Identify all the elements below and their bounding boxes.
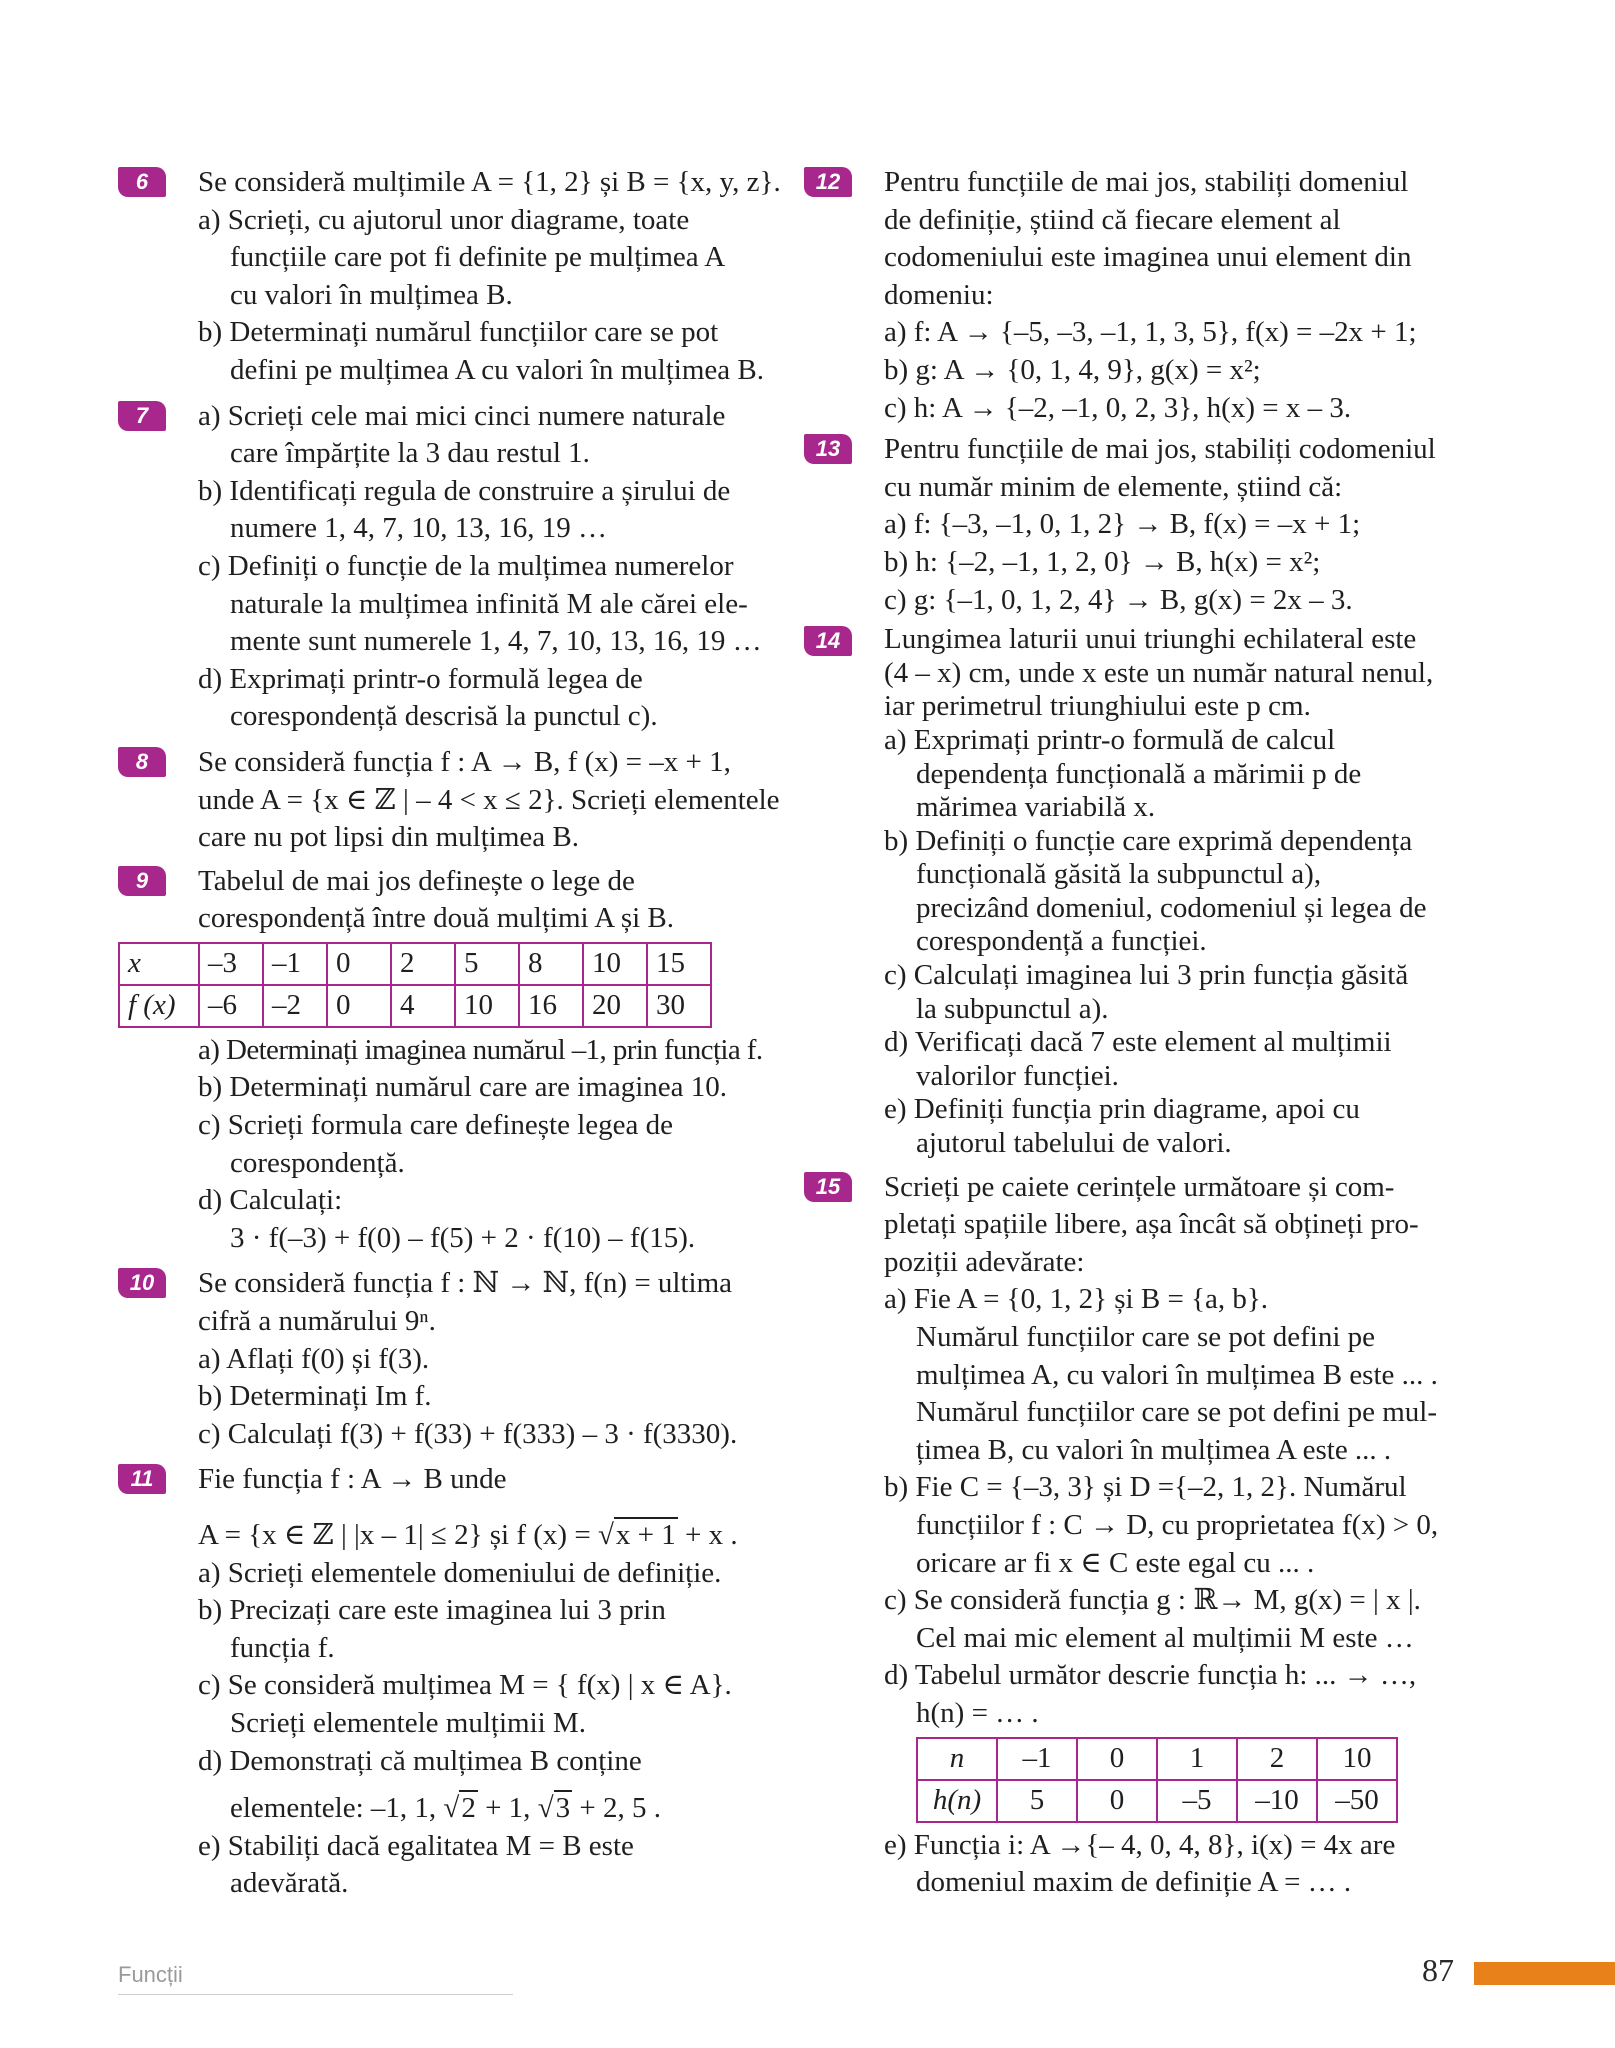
table-cell: x: [119, 943, 199, 985]
item-a-cont: Numărul funcțiilor care se pot defini pe: [916, 1321, 1376, 1353]
table-row: [917, 1780, 1397, 1822]
item-a: a) Scrieți cele mai mici cinci numere naturale: [198, 399, 726, 432]
item-b-cont: funcțiilor f : C → D, cu proprietatea f(x) > 0,: [916, 1508, 1439, 1541]
exercise-text: Pentru funcțiile de mai jos, stabiliți codomeniul: [884, 433, 1436, 466]
radicand: x + 1: [615, 1519, 676, 1551]
table-cell: 30: [647, 985, 711, 1027]
item-e-cont: domeniul maxim de definiție A = … .: [916, 1866, 1352, 1899]
exercise-6: [118, 164, 781, 390]
table-cell: 20: [583, 985, 647, 1027]
table-cell: 8: [519, 943, 583, 985]
item-a-cont: Numărul funcțiilor care se pot defini pe mul-: [916, 1396, 1438, 1429]
item-d-cont: 3 · f(–3) + f(0) – f(5) + 2 · f(10) – f(15).: [230, 1221, 696, 1254]
item-b: b) Definiți o funcție care exprimă dependența: [884, 824, 1413, 857]
item-b: b) Determinați numărul funcțiilor care se pot: [198, 316, 719, 349]
table-cell: 10: [583, 943, 647, 985]
item-d-cont: valorilor funcției.: [916, 1059, 1119, 1092]
exercise-text: de definiție, știind că fiecare element al: [884, 203, 1341, 236]
sqrt-symbol: √x + 1: [597, 1519, 676, 1551]
item-c: c) Se consideră mulțimea M = { f(x) | x ∈ A}.: [198, 1669, 732, 1702]
item-a: a) Determinați imaginea numărul –1, prin funcția f.: [198, 1033, 763, 1066]
elements-text: + 2, 5 .: [572, 1792, 661, 1825]
item-b-cont: oricare ar fi x ∈ C este egal cu ... .: [916, 1546, 1315, 1579]
accent-bar: [1474, 1962, 1615, 1985]
item-b-cont: precizând domeniul, codomeniul și legea de: [916, 891, 1427, 924]
exercise-13: [804, 431, 1464, 619]
item-e: e) Funcția i: A →{– 4, 0, 4, 8}, i(x) = 4x are: [884, 1828, 1396, 1861]
exercise-text: pletați spațiile libere, așa încât să obțineți pro-: [884, 1208, 1419, 1241]
table-cell: 5: [997, 1780, 1077, 1822]
table-cell: 10: [455, 985, 519, 1027]
radicand: 3: [555, 1792, 571, 1825]
table-cell: 5: [455, 943, 519, 985]
table-cell: –3: [199, 943, 263, 985]
value-table: [118, 942, 712, 1028]
item-a-cont: mulțimea A, cu valori în mulțimea B este ... .: [916, 1358, 1438, 1391]
item-c: c) Calculați imaginea lui 3 prin funcția găsită: [884, 959, 1409, 992]
formula-end: + x .: [677, 1519, 738, 1551]
item-c: c) Se consideră funcția g : ℝ→ M, g(x) = | x |.: [884, 1584, 1421, 1617]
exercise-text: Lungimea laturii unui triunghi echilateral este: [884, 623, 1417, 656]
item-d: d) Tabelul următor descrie funcția h: ... → …,: [884, 1659, 1417, 1692]
exercise-text: iar perimetrul triunghiului este p cm.: [884, 690, 1311, 723]
item-a: a) Aflați f(0) și f(3).: [198, 1342, 430, 1375]
item-d: d) Demonstrați că mulțimea B conține: [198, 1744, 642, 1777]
exercise-number-badge: 12: [804, 167, 852, 197]
item-b-cont: funcțională găsită la subpunctul a),: [916, 858, 1322, 891]
exercise-text: (4 – x) cm, unde x este un număr natural nenul,: [884, 656, 1434, 689]
item-c-cont: mente sunt numerele 1, 4, 7, 10, 13, 16, 19 …: [230, 625, 762, 658]
table-cell: –2: [263, 985, 327, 1027]
exercise-text: domeniu:: [884, 278, 994, 311]
sqrt-symbol: √3: [537, 1792, 571, 1825]
item-e: e) Stabiliți dacă egalitatea M = B este: [198, 1829, 634, 1862]
table-row: [119, 985, 711, 1027]
exercise-text: Fie funcția f : A → B unde: [198, 1463, 507, 1496]
exercise-11: [118, 1461, 778, 1903]
item-b: b) h: {–2, –1, 1, 2, 0} → B, h(x) = x²;: [884, 545, 1321, 578]
exercise-10: [118, 1265, 778, 1453]
item-b-cont: defini pe mulțimea A cu valori în mulțimea B.: [230, 353, 764, 386]
table-cell: h(n): [917, 1780, 997, 1822]
item-c-cont: Scrieți elementele mulțimii M.: [230, 1706, 586, 1739]
table-cell: n: [917, 1738, 997, 1780]
table-cell: 0: [1077, 1738, 1157, 1780]
exercise-text: Se consideră funcția f : A → B, f (x) = –x + 1,: [198, 745, 731, 778]
exercise-number-badge: 14: [804, 626, 852, 656]
item-c: c) Calculați f(3) + f(33) + f(333) – 3 · f(3330).: [198, 1417, 738, 1450]
item-c: c) Definiți o funcție de la mulțimea numerelor: [198, 549, 734, 582]
item-a: a) f: {–3, –1, 0, 1, 2} → B, f(x) = –x + 1;: [884, 508, 1361, 541]
table-cell: –10: [1237, 1780, 1317, 1822]
table-cell: –1: [997, 1738, 1077, 1780]
table-cell: 16: [519, 985, 583, 1027]
left-column: [118, 164, 781, 1903]
item-d-cont: [198, 1790, 778, 1828]
table-cell: 10: [1317, 1738, 1397, 1780]
radicand: 2: [461, 1792, 476, 1825]
item-b: b) Determinați numărul care are imaginea 10.: [198, 1071, 728, 1104]
right-column: [804, 164, 1464, 1902]
item-d-cont: h(n) = … .: [916, 1696, 1039, 1729]
item-b-cont: numere 1, 4, 7, 10, 13, 16, 19 …: [230, 512, 607, 545]
item-b: b) Identificați regula de construire a șirului de: [198, 474, 731, 507]
item-a-cont: mărimea variabilă x.: [916, 791, 1156, 824]
exercise-text: Se consideră funcția f : ℕ → ℕ, f(n) = ultima: [198, 1267, 733, 1300]
exercise-number-badge: 13: [804, 434, 852, 464]
item-c-cont: corespondență.: [230, 1146, 405, 1179]
table-cell: –6: [199, 985, 263, 1027]
table-cell: f (x): [119, 985, 199, 1027]
exercise-text: cifră a numărului 9ⁿ.: [198, 1305, 436, 1338]
item-a-cont: țimea B, cu valori în mulțimea A este ... .: [916, 1433, 1392, 1466]
exercise-number-badge: 9: [118, 866, 166, 896]
item-c: c) g: {–1, 0, 1, 2, 4} → B, g(x) = 2x – 3.: [884, 583, 1353, 616]
domain-formula: A = {x ∈ ℤ | |x – 1| ≤ 2} și f (x) =: [198, 1519, 591, 1551]
exercise-text: unde A = {x ∈ ℤ | – 4 < x ≤ 2}. Scrieți elementele: [198, 783, 780, 816]
exercise-text: care nu pot lipsi din mulțimea B.: [198, 821, 579, 854]
exercise-9: [118, 863, 778, 1258]
exercise-text: poziții adevărate:: [884, 1245, 1085, 1278]
item-d: d) Verificați dacă 7 este element al mulțimii: [884, 1026, 1392, 1059]
item-a: a) Scrieți elementele domeniului de definiție.: [198, 1556, 722, 1589]
item-c-cont: la subpunctul a).: [916, 992, 1109, 1025]
item-d: d) Exprimați printr-o formulă legea de: [198, 662, 643, 695]
table-cell: –1: [263, 943, 327, 985]
table-cell: 0: [1077, 1780, 1157, 1822]
item-a: a) f: A → {–5, –3, –1, 1, 3, 5}, f(x) = –2x + 1;: [884, 316, 1417, 349]
exercise-number-badge: 15: [804, 1172, 852, 1202]
exercise-8: [118, 744, 778, 857]
item-b-cont: funcția f.: [230, 1631, 335, 1664]
table-row: [119, 943, 711, 985]
table-cell: –50: [1317, 1780, 1397, 1822]
item-e: e) Definiți funcția prin diagrame, apoi cu: [884, 1093, 1360, 1126]
exercise-12: [804, 164, 1464, 427]
exercise-14: [804, 623, 1464, 1161]
item-a-cont: dependența funcțională a mărimii p de: [916, 757, 1362, 790]
exercise-number-badge: 11: [118, 1464, 166, 1494]
exercise-text: codomeniului este imaginea unui element din: [884, 241, 1412, 274]
table-row: [917, 1738, 1397, 1780]
table-cell: 0: [327, 985, 391, 1027]
item-a-cont: cu valori în mulțimea B.: [230, 278, 513, 311]
item-a-cont: funcțiile care pot fi definite pe mulțimea A: [230, 241, 726, 274]
exercise-text: Se consideră mulțimile A = {1, 2} și B = {x, y, z}.: [198, 166, 781, 198]
table-cell: 2: [391, 943, 455, 985]
exercise-7: [118, 398, 778, 736]
table-cell: –5: [1157, 1780, 1237, 1822]
item-c: c) Scrieți formula care definește legea de: [198, 1109, 674, 1142]
elements-text: elementele: –1, 1,: [230, 1792, 444, 1825]
section-label: Funcții: [118, 1962, 183, 1987]
item-c: c) h: A → {–2, –1, 0, 2, 3}, h(x) = x – 3.: [884, 391, 1352, 424]
item-b: b) Determinați Im f.: [198, 1380, 432, 1413]
page-number: 87: [1422, 1952, 1454, 1988]
item-a: a) Exprimați printr-o formulă de calcul: [884, 723, 1336, 756]
exercise-number-badge: 8: [118, 747, 166, 777]
table-cell: 2: [1237, 1738, 1317, 1780]
table-cell: 4: [391, 985, 455, 1027]
exercise-15: [804, 1169, 1464, 1902]
item-b: b) Precizați care este imaginea lui 3 prin: [198, 1594, 666, 1627]
item-e-cont: ajutorul tabelului de valori.: [916, 1127, 1232, 1160]
exercise-text: cu număr minim de elemente, știind că:: [884, 470, 1343, 503]
exercise-number-badge: 7: [118, 401, 166, 431]
item-a-cont: care împărțite la 3 dau restul 1.: [230, 437, 590, 470]
item-c-cont: naturale la mulțimea infinită M ale cărei ele-: [230, 587, 748, 620]
exercise-text: Scrieți pe caiete cerințele următoare și com-: [884, 1170, 1395, 1203]
item-d: d) Calculați:: [198, 1184, 343, 1217]
item-c-cont: Cel mai mic element al mulțimii M este …: [916, 1621, 1414, 1654]
item-a: a) Scrieți, cu ajutorul unor diagrame, toate: [198, 203, 690, 236]
exercise-number-badge: 10: [118, 1268, 166, 1298]
elements-text: + 1,: [477, 1792, 538, 1825]
table-cell: 1: [1157, 1738, 1237, 1780]
item-b-cont: corespondență a funcției.: [916, 925, 1207, 958]
item-b: b) g: A → {0, 1, 4, 9}, g(x) = x²;: [884, 353, 1261, 386]
sqrt-symbol: √2: [443, 1792, 476, 1825]
item-d-cont: corespondență descrisă la punctul c).: [230, 700, 658, 733]
item-b: b) Fie C = {–3, 3} și D ={–2, 1, 2}. Numărul: [884, 1471, 1407, 1504]
item-e-cont: adevărată.: [230, 1867, 349, 1900]
function-definition: [198, 1517, 778, 1555]
exercise-number-badge: 6: [118, 167, 166, 197]
table-cell: 15: [647, 943, 711, 985]
exercise-text: Pentru funcțiile de mai jos, stabiliți domeniul: [884, 166, 1409, 198]
item-a: a) Fie A = {0, 1, 2} și B = {a, b}.: [884, 1283, 1269, 1316]
footer-divider: [118, 1994, 513, 1995]
table-cell: 0: [327, 943, 391, 985]
exercise-text: corespondență între două mulțimi A și B.: [198, 902, 675, 935]
value-table: [916, 1737, 1398, 1823]
exercise-text: Tabelul de mai jos definește o lege de: [198, 864, 635, 897]
